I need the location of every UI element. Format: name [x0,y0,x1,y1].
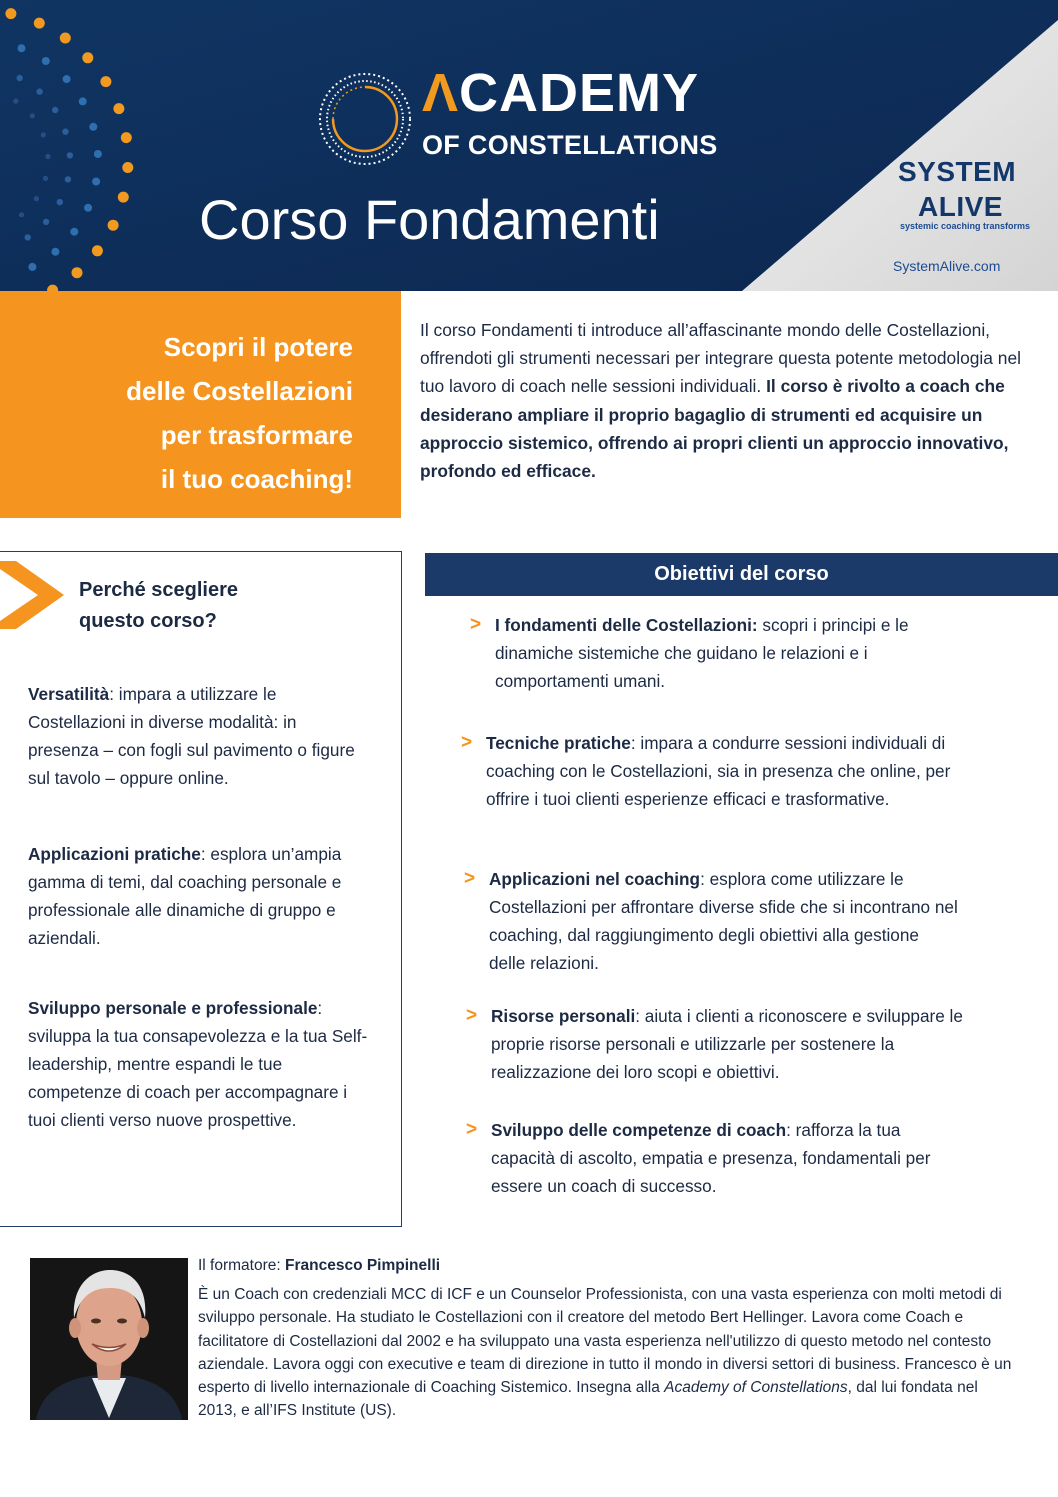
decorative-dot [52,107,58,113]
why-item [28,994,368,1134]
decorative-dot [45,154,50,159]
decorative-dot [82,52,93,63]
decorative-dot [30,113,35,118]
decorative-dot [60,33,71,44]
why-item [28,680,368,792]
objective-desc: : rafforza la tua capacità di ascolto, empatia e presenza, fondamentali per essere un coach di successo. [491,1120,931,1196]
brand-academy [422,63,700,123]
chevron-right-icon: > [470,614,482,635]
trainer-bio [198,1283,1018,1423]
decorative-dot [13,99,18,104]
partner-logo-system: SYSTEM [898,156,1017,187]
page-title: Corso Fondamenti [199,188,660,251]
decorative-dot [79,97,87,105]
decorative-dot [121,132,132,143]
chevron-right-icon: > [466,1119,478,1140]
decorative-dot [100,76,111,87]
decorative-dot [65,176,71,182]
tagline-line: per trasformare [160,420,353,450]
tagline [13,325,353,501]
decorative-dot [18,44,26,52]
decorative-dot [118,192,129,203]
objective-desc: : esplora come utilizzare le Costellazioni per affrontare diverse sfide che si incontrano nel coaching, dal raggiungimento degli obiettivi alla gestione delle relazioni. [489,869,958,973]
objective-item [464,865,984,977]
objective-item [470,611,990,695]
decorative-dot [25,234,31,240]
objective-desc: : impara a condurre sessioni individuali di coaching con le Costellazioni, sia in presenza che online, per offrire i tuoi clienti esperienze efficaci e trasformative. [486,733,951,809]
objective-item [466,1116,986,1200]
intro-text-bold: Il corso è rivolto a coach che desiderano ampliare il proprio bagaglio di strumenti ed acquisire un approccio sistemico, offrendo ai propri clienti un approccio innovativo, profondo ed efficace. [420,376,1009,482]
decorative-dot [89,123,97,131]
chevron-right-icon: > [461,732,473,753]
trainer-name: Francesco Pimpinelli [285,1257,441,1274]
objective-label: Applicazioni nel coaching [489,869,701,889]
intro-paragraph [420,316,1030,485]
why-title [79,575,329,637]
decorative-dot [41,132,46,137]
objective-text [495,611,975,695]
decorative-dot [34,18,45,29]
decorative-dot [113,103,124,114]
decorative-dot [34,196,39,201]
chevron-right-icon: > [466,1005,478,1026]
trainer-heading [198,1256,440,1276]
decorative-dot [51,248,59,256]
partner-tagline: systemic coaching transforms [900,221,1031,231]
decorative-dot [42,57,50,65]
objective-desc: : aiuta i clienti a riconoscere e sviluppare le proprie risorse personali e utilizzarle per sostenere la realizzazione dei loro scopi e obiettivi. [491,1006,963,1082]
chevron-right-icon [0,561,64,629]
why-item-label: Applicazioni pratiche [28,844,201,864]
trainer-bio-text-end: , dal lui fondata nel 2013, e all’IFS Institute (US). [198,1379,978,1420]
decorative-dot [28,263,36,271]
decorative-dot [122,162,133,173]
tagline-line: Scopri il potere [163,332,353,362]
why-item [28,840,368,952]
objectives-header [425,553,1058,596]
objective-label: Risorse personali [491,1006,636,1026]
why-title-line: questo corso? [79,610,217,632]
objective-item [466,1002,986,1086]
brand-academy-text: CADEMY [459,63,700,123]
objective-label: Sviluppo delle competenze di coach [491,1120,787,1140]
decorative-dot [63,75,71,83]
decorative-dot [92,178,100,186]
objective-text [486,729,986,813]
trainer-bio-text: È un Coach con credenziali MCC di ICF e un Counselor Professionista, con una vasta esperienza con molti metodi di sviluppo personale. Ha studiato le Costellazioni con il creatore del metodo Bert Hellinger. Lavora come Coach e facilitatore di Costellazioni dal 2002 e ha sviluppato una vasta esperienza nell'utilizzo di questo metodo nel contesto aziendale. Lavora oggi con executive e team di direzione in tutto il mondo in diversi settori di business. Francesco è un esperto di livello internazionale di Coaching Sistemico. Insegna alla [198,1286,1012,1397]
partner-url-link[interactable]: SystemAlive.com [893,258,1001,274]
brand-lambda: Λ [422,63,460,123]
why-item-label: Sviluppo personale e professionale [28,998,318,1018]
trainer-photo [30,1258,188,1420]
chevron-right-icon: > [464,868,476,889]
objective-desc: scopri i principi e le dinamiche sistemiche che guidano le relazioni e i comportamenti umani. [495,615,909,691]
tagline-box [0,291,401,518]
decorative-dot [62,129,68,135]
tagline-line: delle Costellazioni [126,376,353,406]
decorative-dot [43,176,48,181]
why-item-text: : impara a utilizzare le Costellazioni in diverse modalità: in presenza – con fogli sul pavimento o figure sul tavolo – oppure online. [28,684,355,788]
trainer-bio-italic: Academy of Constellations [664,1379,848,1397]
intro-text: Il corso Fondamenti ti introduce all’affascinante mondo delle Costellazioni, offrendoti gli strumenti necessari per integrare questa potente metodologia nel tuo lavoro di coach nelle sessioni individuali. [420,320,1021,397]
decorative-dot [92,245,103,256]
brand-subtitle: OF CONSTELLATIONS [422,130,718,160]
objective-text [491,1002,971,1086]
decorative-dot [43,219,49,225]
decorative-dot [108,220,119,231]
decorative-dot [94,150,102,158]
objective-text [489,865,959,977]
objective-label: Tecniche pratiche [486,733,631,753]
trainer-label: Il formatore: [198,1257,285,1274]
decorative-dot [36,88,42,94]
objectives-title: Obiettivi del corso [654,563,829,585]
objective-label: I fondamenti delle Costellazioni: [495,615,758,635]
decorative-dot [72,267,83,278]
why-title-line: Perché scegliere [79,579,238,601]
decorative-dot [19,212,24,217]
decorative-dot [84,204,92,212]
why-item-label: Versatilità [28,684,110,704]
objective-item [461,729,1001,813]
decorative-dot [57,199,63,205]
partner-logo-alive: ALIVE [918,191,1003,222]
why-item-text: : esplora un’ampia gamma di temi, dal coaching personale e professionale alle dinamiche di gruppo e aziendali. [28,844,342,948]
decorative-dot [17,75,23,81]
tagline-line: il tuo coaching! [160,464,353,494]
why-item-text: : sviluppa la tua consapevolezza e la tua Self-leadership, mentre espandi le tue competenze di coach per accompagnare i tuoi clienti verso nuove prospettive. [28,998,368,1130]
decorative-dot [5,8,16,19]
decorative-dot [70,228,78,236]
header-banner [0,0,1058,291]
objective-text [491,1116,966,1200]
decorative-dot [67,152,73,158]
academy-logo-ring-icon [316,70,414,168]
